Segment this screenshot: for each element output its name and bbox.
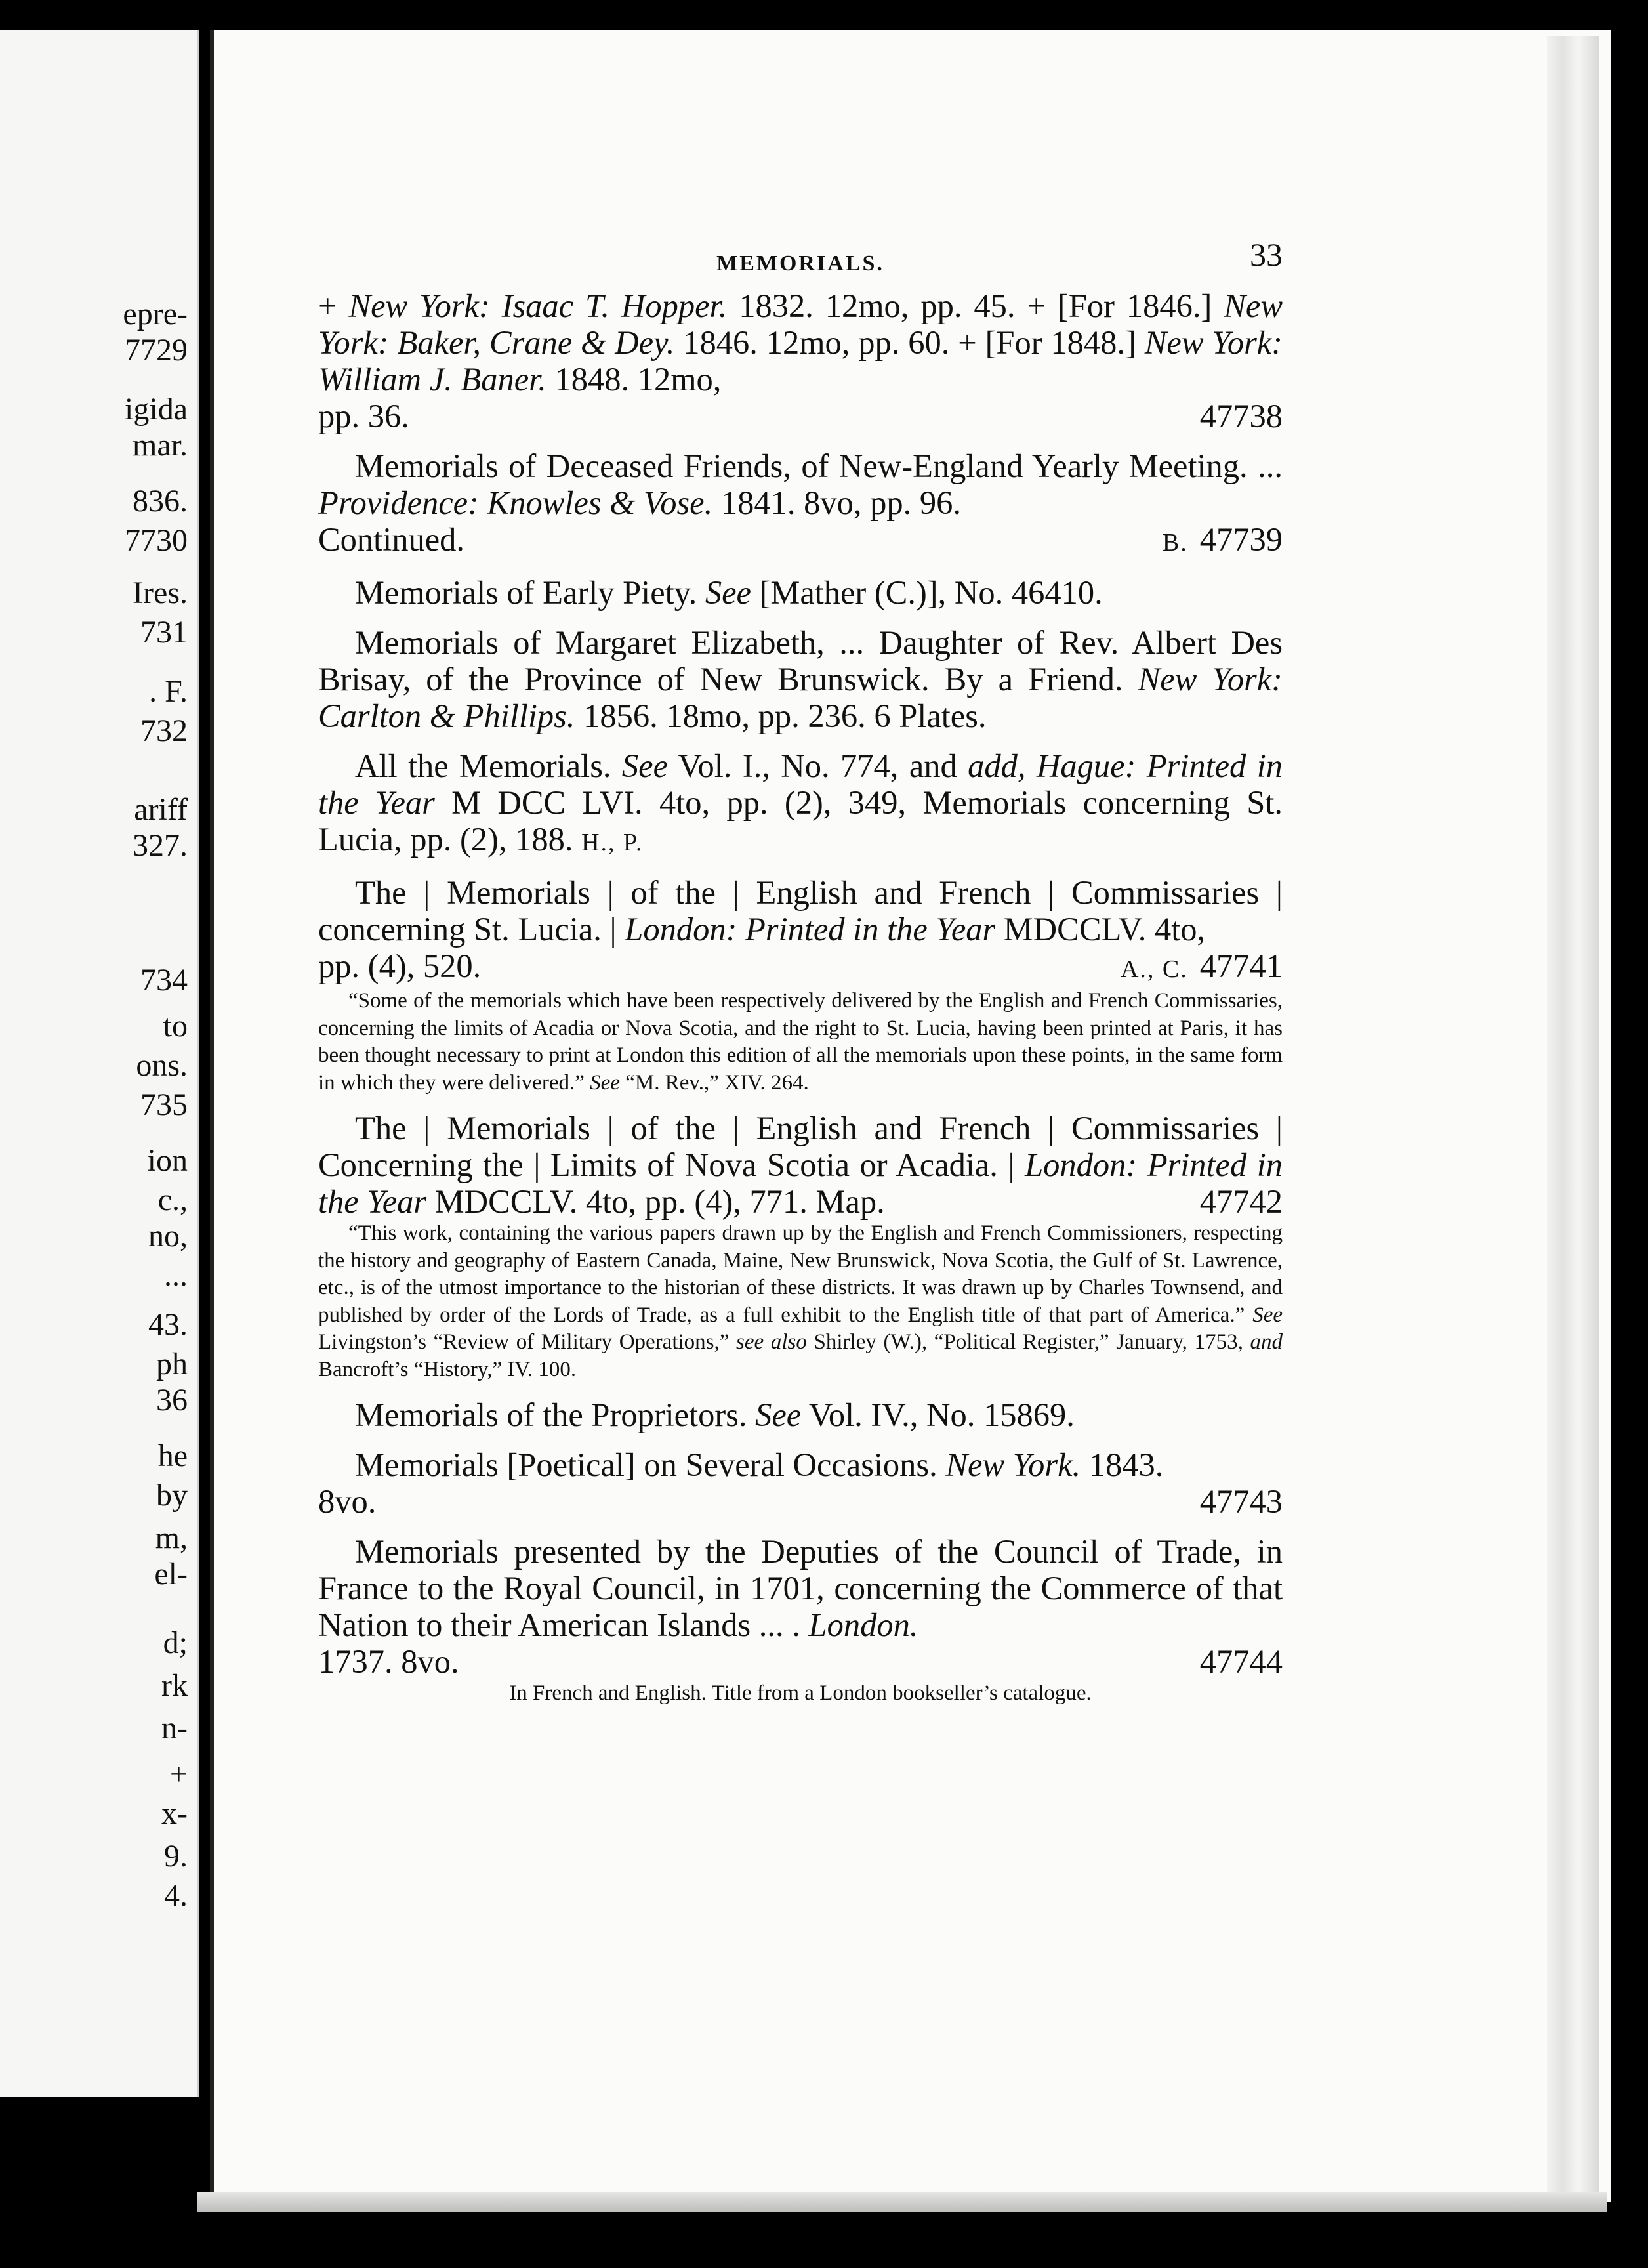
entry-reference-line: pp. (4), 520. A., C. 47741 (318, 948, 1283, 984)
left-page-line-fragment: ariff (134, 792, 188, 827)
entry-note: In French and English. Title from a London bookseller’s catalogue. (509, 1681, 1092, 1705)
bibliography-entry (318, 1396, 1283, 1433)
entry-reference-line: 1737. 8vo. 47744 (318, 1643, 1283, 1680)
left-page-line-fragment: igida (125, 392, 188, 427)
left-page-line-fragment: ons. (136, 1048, 188, 1083)
bibliography-entry (318, 1446, 1283, 1520)
entry-text: The | Memorials | of the | English and French | Commissaries | Concerning the | Limits of Nova Scotia or Acadia. | London: Printed in the Year MDCCLV. 4to, pp. (4), 771. Map. 47742 (318, 1110, 1283, 1220)
entry-text: Memorials of Margaret Elizabeth, ... Daughter of Rev. Albert Des Brisay, of the Province of New Brunswick. By a Friend. New York: Carlton & Phillips. 1856. 18mo, pp. 236. 6 Plates. (318, 624, 1283, 734)
left-page-line-fragment: by (156, 1478, 188, 1513)
left-page-line-fragment: + (169, 1757, 188, 1792)
bibliography-entry (318, 747, 1283, 861)
left-page-line-fragment: x- (161, 1796, 188, 1831)
entry-text: Memorials [Poetical] on Several Occasions. New York. 1843. (355, 1446, 1164, 1483)
left-page-line-fragment: 327. (133, 828, 188, 863)
entry-text: + New York: Isaac T. Hopper. 1832. 12mo, pp. 45. + [For 1846.] New York: Baker, Crane & Dey. 1846. 12mo, pp. 60. + [For 1848.] New York: William J. Baner. 1848. 12mo, (318, 287, 1283, 398)
running-title: MEMORIALS. (716, 251, 884, 276)
left-page-line-fragment: to (163, 1009, 188, 1043)
library-code: H., P. (581, 829, 644, 856)
left-page-line-fragment: 732 (140, 713, 188, 748)
left-page-line-fragment: epre- (123, 297, 188, 331)
entry-note: “Some of the memorials which have been respectively delivered by the English and French Commissaries, concerning the limits of Acadia or Nova Scotia, and the right to St. Lucia, having been printed at Paris, it has been thought necessary to print at London this edition of all the memorials upon these points, in the same form in which they were delivered.” See “M. Rev.,” XIV. 264. (318, 989, 1283, 1095)
entry-text: All the Memorials. See Vol. I., No. 774, and add, Hague: Printed in the Year M DCC LVI. 4to, pp. (2), 349, Memorials concerning St. Lucia, pp. (2), 188. H., P. (318, 747, 1283, 858)
left-page-line-fragment: el- (154, 1557, 188, 1591)
entry-note: “This work, containing the various papers drawn up by the English and French Commissioners, respecting the history and geography of Eastern Canada, Maine, New Brunswick, Nova Scotia, the Gulf of St. Lawrence, etc., is of the utmost importance to the historian of these districts. It was drawn up by Charles Townsend, and published by order of the Lords of Trade, as a full exhibit to the English title of that part of America.” See Livingston’s “Review of Military Operations,” see also Shirley (W.), “Political Register,” January, 1753, and Bancroft’s “History,” IV. 100. (318, 1221, 1283, 1381)
left-page-line-fragment: m, (155, 1521, 188, 1555)
entry-number: 47742 (1199, 1183, 1283, 1220)
entry-number: 47743 (1199, 1483, 1283, 1520)
page-edge (1547, 36, 1599, 2202)
left-page-line-fragment: c., (157, 1183, 188, 1217)
entry-number: 47738 (1199, 398, 1283, 434)
page-number: 33 (1250, 236, 1283, 273)
left-page-line-fragment: 734 (140, 963, 188, 998)
left-facing-page (0, 30, 199, 2097)
entry-number: 47739 (1199, 521, 1283, 558)
left-page-line-fragment: ... (164, 1258, 188, 1293)
left-page-line-fragment: 735 (140, 1087, 188, 1122)
running-header (318, 236, 1283, 287)
left-page-line-fragment: he (157, 1438, 188, 1473)
bibliography-entry (318, 1110, 1283, 1383)
library-code: A., C. (1120, 956, 1188, 983)
left-page-line-fragment: . F. (149, 674, 188, 709)
entry-text: Memorials presented by the Deputies of the Council of Trade, in France to the Royal Council, in 1701, concerning the Commerce of that Nation to their American Islands ... . London. (318, 1533, 1283, 1643)
left-page-line-fragment: ph (156, 1347, 188, 1381)
bibliography-entry (318, 287, 1283, 434)
left-page-line-fragment: Ires. (133, 576, 188, 610)
bibliography-entry (318, 574, 1283, 611)
left-page-line-fragment: 36 (156, 1383, 188, 1418)
bibliography-entry (318, 448, 1283, 561)
left-page-line-fragment: n- (161, 1711, 188, 1746)
entry-text: Memorials of Deceased Friends, of New-England Yearly Meeting. ... Providence: Knowles & Vose. 1841. 8vo, pp. 96. (318, 448, 1283, 521)
page-bottom-edge (197, 2192, 1607, 2212)
entry-reference-line: Continued. B. 47739 (318, 521, 1283, 558)
left-page-line-fragment: 731 (140, 615, 188, 650)
bibliography-entry (318, 1533, 1283, 1708)
left-page-line-fragment: 9. (164, 1839, 188, 1874)
library-code: B. (1162, 529, 1188, 556)
left-page-line-fragment: 43. (148, 1307, 188, 1342)
left-page-line-fragment: 7729 (125, 333, 188, 368)
left-page-line-fragment: 4. (164, 1878, 188, 1913)
entry-reference-line: 8vo. 47743 (318, 1483, 1283, 1520)
entry-number: 47744 (1199, 1643, 1283, 1680)
entry-text: Memorials of Early Piety. See [Mather (C.)], No. 46410. (355, 574, 1103, 611)
entry-reference-line: pp. 36. 47738 (318, 398, 1283, 434)
left-page-line-fragment: rk (161, 1668, 188, 1703)
entry-text: The | Memorials | of the | English and French | Commissaries | concerning St. Lucia. | London: Printed in the Year MDCCLV. 4to, (318, 874, 1283, 948)
bibliography-entry (318, 624, 1283, 734)
left-page-line-fragment: 7730 (125, 523, 188, 558)
bibliography-entry (318, 874, 1283, 1097)
left-page-line-fragment: no, (148, 1219, 188, 1253)
left-page-line-fragment: mar. (133, 428, 188, 463)
page-content (318, 236, 1283, 1721)
left-page-line-fragment: 836. (133, 484, 188, 518)
left-page-line-fragment: ion (147, 1143, 188, 1178)
entry-number: 47741 (1199, 948, 1283, 984)
entry-text: Memorials of the Proprietors. See Vol. IV., No. 15869. (355, 1396, 1075, 1433)
left-page-line-fragment: d; (163, 1626, 188, 1660)
